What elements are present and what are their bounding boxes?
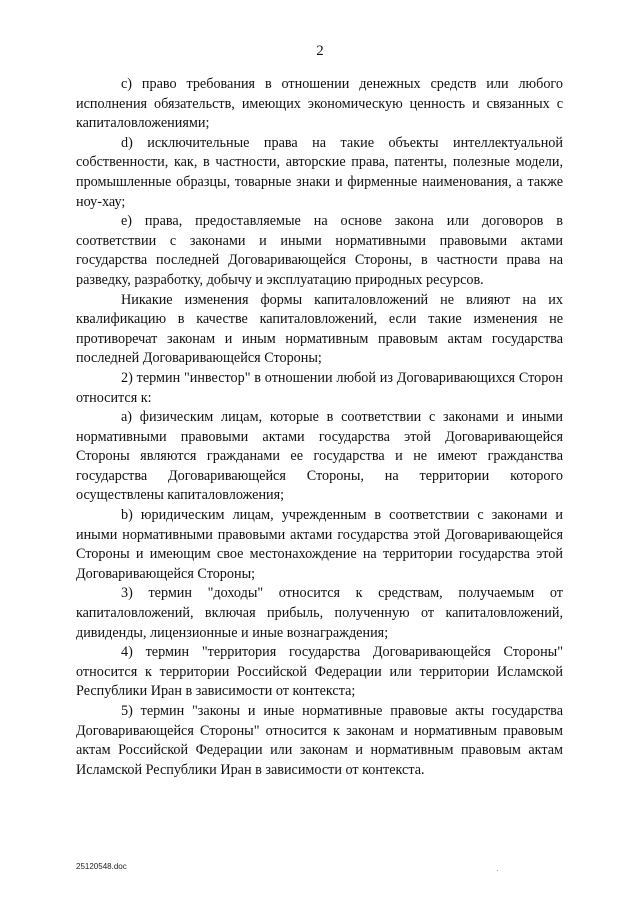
- paragraph-investment-form-note: Никакие изменения формы капиталовложений не влияют на их квалификацию в качестве капиталовложений, если такие изменения не противоречат законам и иным нормативным правовым актам государства последней Договаривающейся Стороны;: [76, 291, 563, 367]
- page-number: 2: [316, 43, 324, 59]
- paragraph-item-e: e) права, предоставляемые на основе закона или договоров в соответствии с законами и иными нормативными правовыми актами государства последней Договаривающейся Стороны, в частности права на разведку, разработку, добычу и эксплуатацию природных ресурсов.: [76, 213, 563, 288]
- paragraph-term-laws: 5) термин "законы и иные нормативные правовые акты государства Договаривающейся Стороны" относится к законам и нормативным правовым актам Российской Федерации или законам и нормативным правовым актам Исламской Республики Иран в зависимости от контекста.: [76, 703, 563, 778]
- paragraph-item-b-legal-entities: b) юридическим лицам, учрежденным в соответствии с законами и иными нормативными правовыми актами государства этой Договаривающейся Стороны и имеющим свое местонахождение на территории государства этой Договаривающейся Стороны;: [76, 507, 563, 582]
- paragraph-item-c: c) право требования в отношении денежных средств или любого исполнения обязательств, имеющих экономическую ценность и связанных с капиталовложениями;: [76, 76, 563, 132]
- document-body: [76, 75, 563, 780]
- paragraph-term-investor: 2) термин "инвестор" в отношении любой из Договаривающихся Сторон относится к:: [76, 369, 563, 406]
- paragraph-term-territory: 4) термин "территория государства Договаривающейся Стороны" относится к территории Российской Федерации или территории Исламской Республики Иран в зависимости от контекста;: [76, 644, 563, 700]
- paragraph-item-a-individuals: a) физическим лицам, которые в соответствии с законами и иными нормативными правовыми актами государства этой Договаривающейся Стороны являются гражданами ее государства и не имеют гражданства государства Договаривающейся Стороны, на территории которого осуществлены капиталовложения;: [76, 409, 563, 504]
- scan-dot: [497, 870, 498, 871]
- paragraph-term-returns: 3) термин "доходы" относится к средствам, получаемым от капиталовложений, включая прибыль, полученную от капиталовложений, дивиденды, лицензионные и иные вознаграждения;: [76, 585, 563, 641]
- footer-file-name: 25120548.doc: [76, 862, 127, 871]
- paragraph-item-d: d) исключительные права на такие объекты интеллектуальной собственности, как, в частности, авторские права, патенты, полезные модели, промышленные образцы, товарные знаки и фирменные наименования, а также ноу-хау;: [76, 134, 563, 210]
